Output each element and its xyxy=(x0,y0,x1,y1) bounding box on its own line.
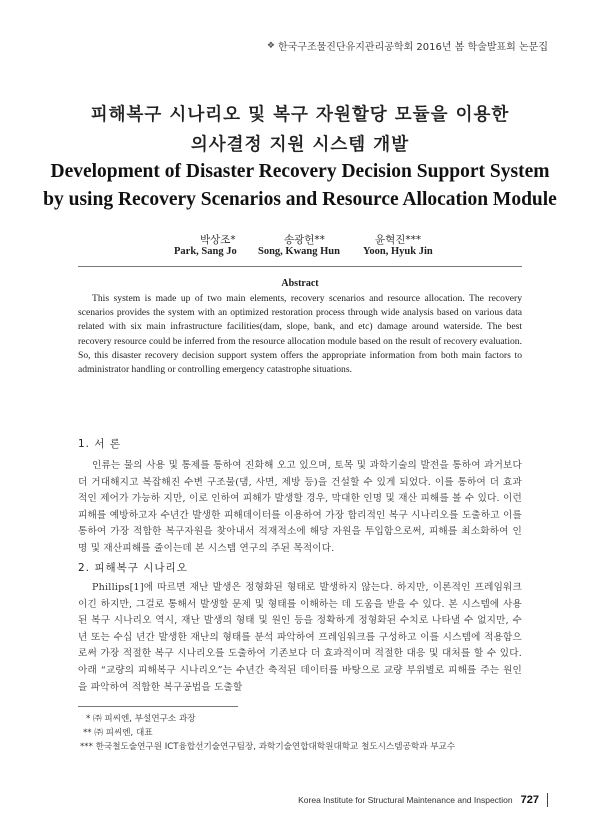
header-divider xyxy=(78,266,522,267)
running-header-text: 한국구조물진단유지관리공학회 2016년 봄 학술발표회 논문집 xyxy=(277,42,548,53)
footer-bar xyxy=(547,793,548,807)
title-korean-line-1: 피해복구 시나리오 및 복구 자원할당 모듈을 이용한 xyxy=(90,105,510,125)
title-korean-line-2: 의사결정 지원 시스템 개발 xyxy=(190,135,410,155)
footer-institution: Korea Institute for Structural Maintenance and Inspection xyxy=(298,795,513,805)
footnotes xyxy=(80,712,455,754)
title-korean xyxy=(0,100,600,160)
footnote-divider xyxy=(78,706,238,707)
title-english-line-2: by using Recovery Scenarios and Resource Allocation Module xyxy=(43,189,557,210)
author-en-1: Park, Sang Jo xyxy=(174,246,237,257)
author-ko-3: 윤혁진*** xyxy=(375,234,422,246)
footnote-2: ** ㈜ 피씨엔, 대표 xyxy=(83,728,153,738)
section-2-heading: 2. 피해복구 시나리오 xyxy=(78,562,188,574)
section-2-body: Phillips[1]에 따르면 재난 발생은 정형화된 형태로 발생하지 않는다. 하지만, 이론적인 프레임워크이긴 하지만, 그걸로 통해서 발생할 문제 및 형태를 이해하는 데 도움을 받을 수 있다. 본 시스템에 사용된 복구 시나리오 역시, 재난 발생의 형태 및 원인 등을 정확하게 정형화된 수치로 나타낼 수 없지만, 수년 또는 수십 년간 발생한 재난의 형태를 분석 파악하여 프레임워크를 구성하고 이를 시스템에 적용함으로써 가장 적절한 복구 시나리오를 도출하여 기존보다 더 효과적이며 적절한 대응 및 대처를 할 수 있다. 아래 “교량의 피해복구 시나리오”는 수년간 축적된 데이터를 바탕으로 교량 부위별로 피해를 주는 원인을 파악하여 적합한 복구공법을 도출할 xyxy=(78,582,522,693)
page-number: 727 xyxy=(520,794,539,806)
abstract-heading: Abstract xyxy=(281,278,319,289)
abstract-body: This system is made up of two main elements, recovery scenarios and resource allocation. The recovery scenarios provides the system with an optimized restoration process through wide analysis based on various data related with six main infrastructure facilities(dam, slope, bank, and etc) damage around waterside. The best recovery resource could be inferred from the resource allocation module based on the result of recovery evaluation. So, this disaster recovery decision support system offers the appropriate information from both main factors to administrator handling or controlling emergency catastrophe situations. xyxy=(78,293,522,376)
bullet-diamond-icon: ❖ xyxy=(266,40,275,51)
title-english xyxy=(0,158,600,214)
running-header xyxy=(267,38,548,53)
author-ko-2: 송광헌** xyxy=(284,234,325,246)
section-1-body: 인류는 물의 사용 및 통제를 통하여 진화해 오고 있으며, 토목 및 과학기술의 발전을 통하여 과거보다 더 거대해지고 복잡해진 수변 구조물(댐, 사면, 제방 등)을 건설할 수 있게 되었다. 이를 통하여 더 효과적인 제어가 가능하 지만, 이로 인하여 피해가 발생할 경우, 막대한 인명 및 재산 피해를 볼 수 있다. 이런 피해를 예방하고자 수년간 발생한 피해데이터를 이용하여 가장 합리적인 복구 시나리오를 도출하고 이를 통하여 가장 적합한 복구자원을 찾아내서 적재적소에 해당 자원을 투입함으로써, 피해를 최소화하여 인명 및 재산피해를 줄이는데 본 시스템 연구의 주된 목적이다. xyxy=(78,460,522,554)
footnote-1: * ㈜ 피씨엔, 부설연구소 과장 xyxy=(86,714,196,724)
author-en-3: Yoon, Hyuk Jin xyxy=(363,246,433,257)
footnote-3: *** 한국철도술연구원 ICT융합선기술연구팀장, 과학기술연합대학원대학교 철도시스템공학과 부교수 xyxy=(80,742,456,752)
page-footer xyxy=(298,793,548,807)
author-en-2: Song, Kwang Hun xyxy=(258,246,340,257)
title-english-line-1: Development of Disaster Recovery Decision Support System xyxy=(50,161,550,182)
section-1-heading: 1. 서 론 xyxy=(78,438,121,450)
author-ko-1: 박상조* xyxy=(200,234,236,246)
